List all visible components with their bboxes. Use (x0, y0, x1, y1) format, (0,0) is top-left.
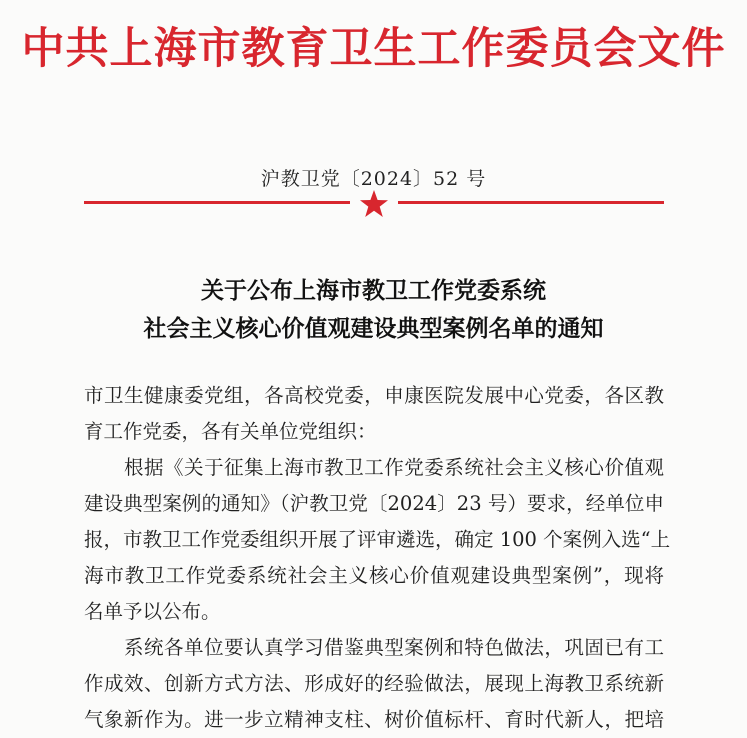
notice-title-line-2: 社会主义核心价值观建设典型案例名单的通知 (143, 315, 604, 342)
notice-title-line-1: 关于公布上海市教卫工作党委系统 (201, 277, 546, 304)
body-line: 根据《关于征集上海市教卫工作党委系统社会主义核心价值观 (124, 456, 664, 479)
red-divider-left (84, 201, 350, 204)
body-line: 海市教卫工作党委系统社会主义核心价值观建设典型案例”，现将 (84, 564, 664, 587)
body-line: 系统各单位要认真学习借鉴典型案例和特色做法，巩固已有工 (124, 636, 664, 659)
body-line: 市卫生健康委党组，各高校党委，申康医院发展中心党委，各区教 (84, 384, 664, 407)
body-line: 气象新作为。进一步立精神支柱、树价值标杆、育时代新人，把培 (84, 708, 664, 731)
red-divider-right (398, 201, 664, 204)
body-line: 报，市教卫工作党委组织开展了评审遴选，确定 100 个案例入选“上 (84, 528, 671, 551)
notice-body (84, 378, 671, 738)
body-line: 育工作党委，各有关单位党组织： (84, 420, 377, 443)
issuer-header-title: 中共上海市教育卫生工作委员会文件 (21, 24, 726, 74)
document-number: 沪教卫党〔2024〕52 号 (260, 168, 487, 190)
body-line: 建设典型案例的通知》（沪教卫党〔2024〕23 号）要求，经单位申 (84, 492, 664, 515)
body-line: 作成效、创新方式方法、形成好的经验做法，展现上海教卫系统新 (84, 672, 664, 695)
red-star-icon (358, 188, 390, 220)
body-line: 名单予以公布。 (84, 600, 221, 623)
